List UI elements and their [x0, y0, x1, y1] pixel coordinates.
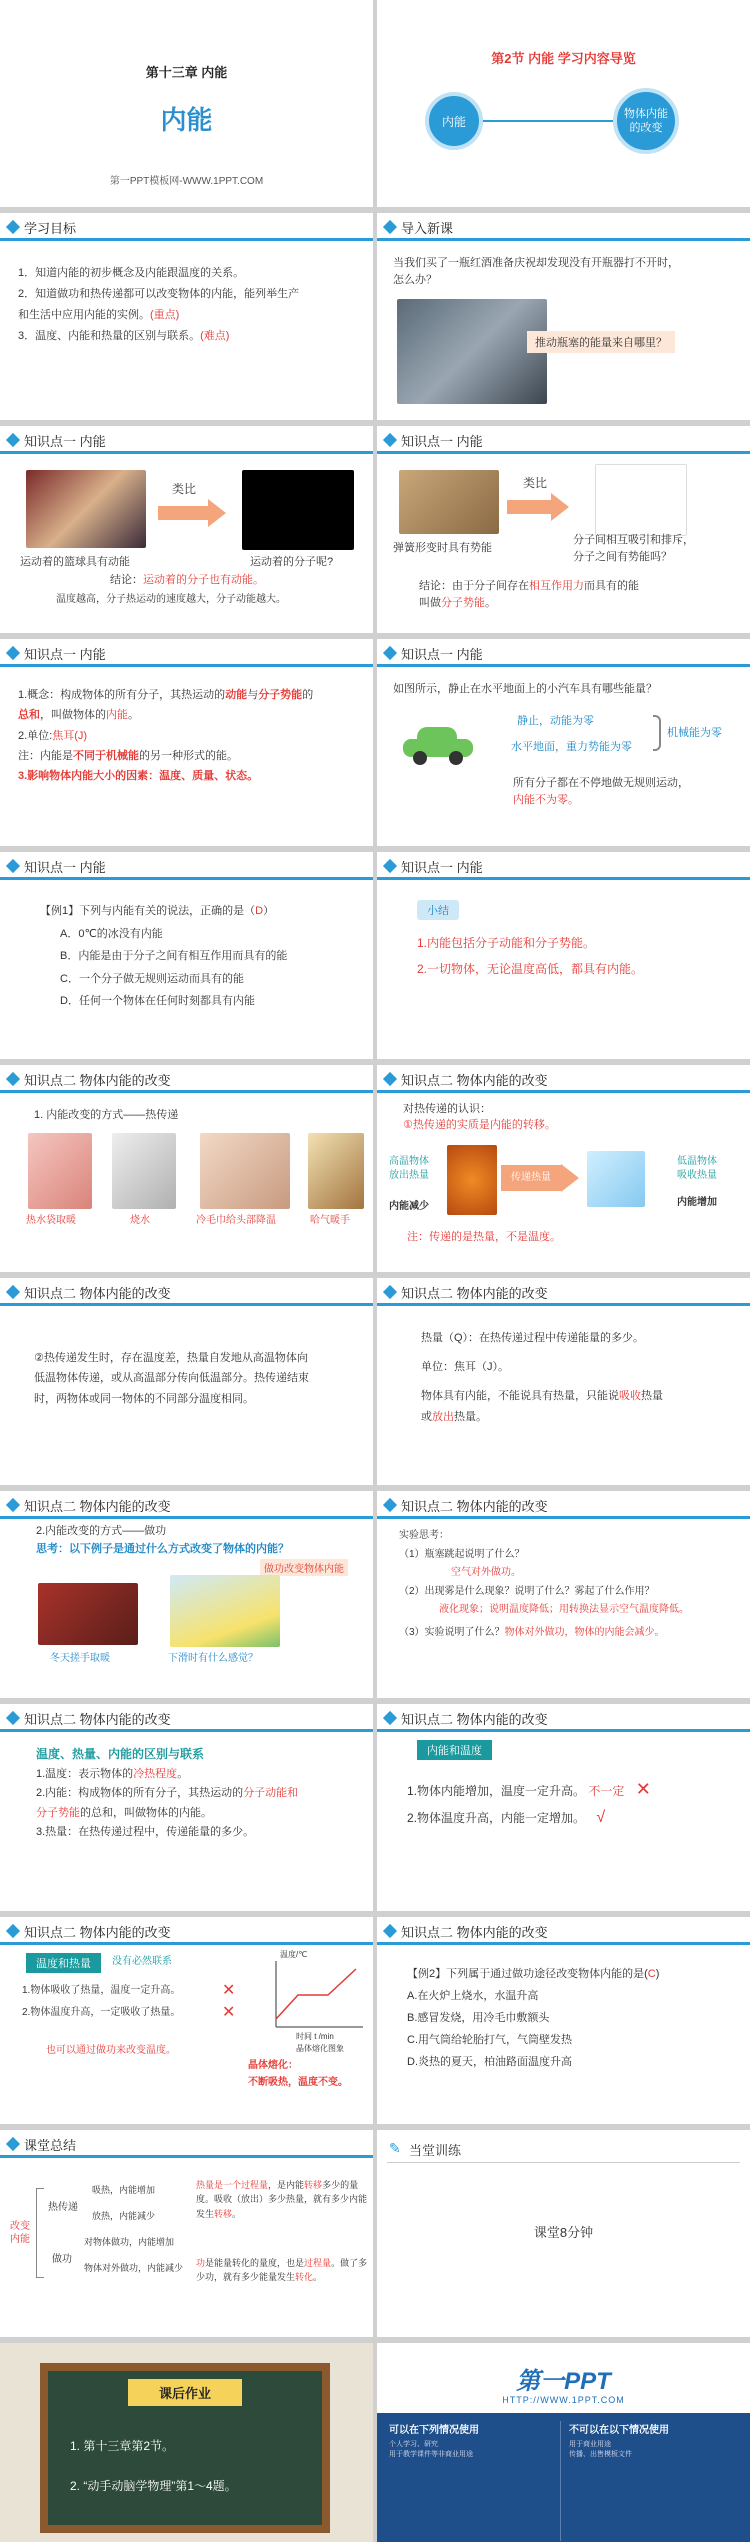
slide-intro[interactable] [377, 213, 750, 420]
slide-header [377, 1917, 750, 1945]
right-label: 低温物体 吸收热量 [677, 1156, 717, 1181]
slide-header [0, 639, 373, 667]
homework-title: 课后作业 [128, 2379, 242, 2406]
statement-1: 1.物体内能增加，温度一定升高。 不一定 ✕ [407, 1779, 651, 1799]
slide-credits[interactable] [377, 2343, 750, 2542]
heat-arrow: 传递热量 [501, 1165, 561, 1191]
analogy-arrow [158, 506, 210, 520]
header-title: 知识点二 物体内能的改变 [401, 1712, 548, 1727]
slide-header [0, 2130, 373, 2158]
branch-2b: 物体对外做功，内能减少 [84, 2263, 184, 2273]
slide-summary1[interactable] [377, 852, 750, 1059]
header-title: 知识点二 物体内能的改变 [401, 1925, 548, 1940]
circle-neineng[interactable] [425, 92, 483, 150]
left-item-2: 用于教学课件等非商业用途 [389, 2451, 473, 2458]
circle-label-1: 内能 [441, 114, 466, 129]
rubbing-hands-image [38, 1583, 138, 1645]
topic-tag: 内能和温度 [417, 1740, 492, 1760]
heater-image [447, 1145, 497, 1215]
slide-heat-transfer[interactable] [0, 1065, 373, 1272]
slide-title[interactable] [0, 0, 373, 207]
branch-1b: 放热，内能减少 [92, 2211, 156, 2221]
heat-arrowhead [561, 1164, 579, 1192]
boiling-water-image [112, 1133, 176, 1209]
answer-2: 水平地面，重力势能为零 [511, 741, 632, 753]
melting-graph [268, 1957, 368, 2037]
breath-hands-image [308, 1133, 364, 1209]
header-title: 知识点二 物体内能的改变 [24, 1499, 171, 1514]
logo-url: HTTP://WWW.1PPT.COM [502, 2395, 625, 2405]
paragraph: ②热传递发生时，存在温度差，热量自发地从高温物体向 低温物体传递，或从高温部分传向低温部分。热传递结束 时，两物体或同一物体的不同部分温度相同。 [34, 1352, 309, 1405]
slide-potential[interactable] [377, 426, 750, 633]
diamond-icon [6, 433, 20, 447]
definition-text: 1.概念：构成物体的所有分子，其热运动的动能与分子势能的 总和，叫做物体的内能。 2.单位:焦耳(J) 注：内能是不同于机械能的另一种形式的能。 3.影响物体内能大小的因素：温度、质量、状态。 [18, 689, 314, 783]
slide-header [377, 426, 750, 454]
slide-header [0, 852, 373, 880]
slide-header [0, 1065, 373, 1093]
slide-difference[interactable] [0, 1704, 373, 1911]
slide-example1[interactable] [0, 852, 373, 1059]
header-title: 学习目标 [24, 221, 77, 236]
caption-2: 下滑时有什么感觉？ [168, 1653, 258, 1664]
diamond-icon [383, 1285, 397, 1299]
diamond-icon [383, 646, 397, 660]
statement-2: 2.物体温度升高，内能一定增加。 √ [407, 1809, 606, 1826]
slide-image [170, 1575, 280, 1647]
slide-heat-process[interactable] [0, 1278, 373, 1485]
slide-header [0, 1917, 373, 1945]
slide-definition[interactable] [0, 639, 373, 846]
header-title: 知识点一 内能 [401, 434, 483, 449]
line-2: ①热传递的实质是内能的转移。 [403, 1119, 556, 1131]
basketball-image [26, 470, 146, 548]
note: 温度越高，分子热运动的速度越大，分子动能越大。 [56, 594, 286, 605]
slide-practice[interactable] [377, 2130, 750, 2337]
answer-4: 所有分子都在不停地做无规则运动， 内能不为零。 [513, 777, 689, 807]
diamond-icon [383, 220, 397, 234]
topic-tag: 温度和热量 [26, 1953, 101, 1973]
homework-2: 2. “动手动脑学物理”第1～4题。 [70, 2479, 237, 2493]
question: 如图所示，静止在水平地面上的小汽车具有哪些能量？ [393, 683, 657, 695]
summary-2: 2.一切物体，无论温度高低，都具有内能。 [417, 962, 644, 976]
diamond-icon [6, 1285, 20, 1299]
slide-overview[interactable] [377, 0, 750, 207]
slide-car[interactable] [377, 639, 750, 846]
circle-label-2a: 物体内能 [624, 107, 668, 120]
slide-header [377, 852, 750, 880]
left-label: 高温物体 放出热量 [389, 1156, 429, 1181]
diamond-icon [6, 859, 20, 873]
note: 注：传递的是热量，不是温度。 [407, 1231, 561, 1243]
slide-header [377, 1065, 750, 1093]
brace-icon [653, 715, 661, 751]
mindmap-brace [36, 2188, 44, 2278]
analogy-label: 类比 [523, 476, 548, 490]
molecules-image [595, 464, 687, 536]
analogy-arrowhead [551, 493, 569, 521]
header-title: 知识点二 物体内能的改变 [24, 1712, 171, 1727]
diamond-icon [6, 220, 20, 234]
circle-label-2b: 的改变 [629, 122, 663, 134]
caption-2: 运动着的分子呢? [250, 556, 334, 568]
slide-header [377, 1278, 750, 1306]
note: 也可以通过做功来改变温度。 [46, 2045, 176, 2056]
caption-2: 分子间相互吸引和排斥， 分子之间有势能吗？ [573, 534, 694, 564]
left-heading: 可以在下列情况使用 [389, 2425, 479, 2436]
practice-text: 课堂8分钟 [533, 2225, 594, 2240]
slide-header [0, 1704, 373, 1732]
section-title: 第2节 内能 学习内容导览 [491, 51, 636, 66]
statement-2: 2.物体温度升高，一定吸收了热量。 [22, 2007, 181, 2018]
check-icon: √ [596, 1809, 606, 1826]
summary-1: 1.内能包括分子动能和分子势能。 [417, 936, 596, 950]
slide-heat-essence[interactable] [377, 1065, 750, 1272]
graph-ylabel: 温度/℃ [280, 1950, 308, 1959]
branch-2a: 对物体做功，内能增加 [84, 2237, 175, 2247]
analogy-arrowhead [208, 499, 226, 527]
left-item-1: 个人学习、研究 [389, 2441, 438, 2448]
header-title: 知识点二 物体内能的改变 [24, 1073, 171, 1088]
callout-box: 推动瓶塞的能量来自哪里？ [527, 331, 675, 353]
topic-note: 没有必然联系 [112, 1956, 172, 1967]
diamond-icon [6, 1711, 20, 1725]
summary-heat: 热量是一个过程量，是内能转移多少的量度。吸收（放出）多少热量，就有多少内能发生转移。 [196, 2180, 368, 2219]
quantity-text: 热量（Q）：在热传递过程中传递能量的多少。 单位：焦耳（J）。 物体具有内能，不能说具有热量，只能说吸收热量 或放出热量。 [421, 1332, 663, 1423]
caption-1: 运动着的篮球具有动能 [20, 556, 130, 568]
diamond-icon [383, 433, 397, 447]
header-title: 知识点一 内能 [24, 647, 106, 662]
diamond-icon [6, 1072, 20, 1086]
caption-1: 热水袋取暖 [26, 1215, 76, 1226]
difference-text: 温度、热量、内能的区别与联系 1.温度：表示物体的冷热程度。 2.内能：构成物体的所有分子，其热运动的分子动能和 分子势能的总和，叫做物体的内能。 3.热量：在热传递过程中，传递能量的多少。 [36, 1747, 299, 1838]
slide-header [0, 1278, 373, 1306]
subheading: 1. 内能改变的方式——热传递 [34, 1109, 179, 1121]
slide-work[interactable] [0, 1491, 373, 1698]
header-title: 知识点二 物体内能的改变 [24, 1286, 171, 1301]
header-title: 课堂总结 [24, 2138, 77, 2153]
diamond-icon [6, 1498, 20, 1512]
slide-kinetic[interactable] [0, 426, 373, 633]
conclusion: 结论：运动着的分子也有动能。 [110, 574, 264, 586]
slide-header [377, 639, 750, 667]
graph-caption: 晶体熔化图象 [296, 2044, 344, 2053]
divider [560, 2421, 561, 2541]
right-item-2: 传播、出售模板文件 [569, 2451, 632, 2458]
header-title: 知识点二 物体内能的改变 [401, 1286, 548, 1301]
question: 思考：以下例子是通过什么方式改变了物体的内能？ [36, 1543, 289, 1555]
analogy-label: 类比 [172, 482, 197, 496]
header-title: 知识点一 内能 [24, 434, 106, 449]
mindmap-root: 改变 内能 [10, 2221, 30, 2245]
conclusion: 结论：由于分子间存在相互作用力而具有的能 叫做分子势能。 [419, 580, 639, 610]
slide-header [0, 213, 373, 241]
experiment-text: 实验思考： （1）瓶塞跳起说明了什么？ 空气对外做功。 （2）出现雾是什么现象？说明了什么？雾起了什么作用？ 液化现象；说明温度降低；用转换法显示空气温度降低。 （3）实验说明了什么？物体对外做功，物体的内能会减少。 [399, 1530, 689, 1638]
slide-temp-internal[interactable] [377, 1704, 750, 1911]
slide-header [0, 1491, 373, 1519]
ice-image [587, 1151, 645, 1207]
terms-panel [377, 2413, 750, 2542]
analogy-arrow [507, 500, 553, 514]
homework-1: 1. 第十三章第2节。 [70, 2439, 175, 2453]
header-title: 导入新课 [401, 221, 454, 236]
left-label-3: 内能减少 [389, 1201, 429, 1212]
slide-temp-heat[interactable] [0, 1917, 373, 2124]
goal-1: 1．知道内能的初步概念及内能跟温度的关系。 [18, 267, 245, 279]
header-title: 知识点二 物体内能的改变 [24, 1925, 171, 1940]
header-title: 知识点二 物体内能的改变 [401, 1499, 548, 1514]
diamond-icon [383, 1924, 397, 1938]
right-label-3: 内能增加 [677, 1197, 717, 1208]
subheading: 2.内能改变的方式——做功 [36, 1525, 167, 1537]
header-title: 知识点二 物体内能的改变 [401, 1073, 548, 1088]
goal-3: 3．温度、内能和热量的区别与联系。(难点) [18, 329, 230, 342]
goal-2b: 和生活中应用内能的实例。(重点) [18, 308, 180, 321]
diamond-icon [383, 1072, 397, 1086]
answer-box: 做功改变物体内能 [260, 1559, 348, 1576]
slide-experiment[interactable] [377, 1491, 750, 1698]
right-item-1: 用于商业用途 [569, 2441, 611, 2448]
chapter-label: 第十三章 内能 [145, 65, 228, 80]
header-line [387, 2162, 740, 2163]
summary-tag: 小结 [417, 900, 459, 920]
slide-heat-quantity[interactable] [377, 1278, 750, 1485]
diamond-icon [6, 646, 20, 660]
slide-header [0, 426, 373, 454]
diamond-icon [6, 1924, 20, 1938]
crystal-note: 晶体熔化： 不断吸热，温度不变。 [248, 2060, 348, 2088]
right-heading: 不可以在以下情况使用 [569, 2425, 669, 2436]
slide-homework[interactable] [0, 2343, 373, 2542]
diamond-icon [383, 1498, 397, 1512]
slide-example2[interactable] [377, 1917, 750, 2124]
footer-text: 第一PPT模板网-WWW.1PPT.COM [109, 176, 264, 187]
wine-bottle-image [397, 299, 547, 404]
chalkboard [40, 2363, 330, 2533]
answer-3: 机械能为零 [667, 727, 722, 739]
caption-1: 弹簧形变时具有势能 [393, 542, 492, 554]
circle-change[interactable] [613, 88, 679, 154]
answer-1: 静止，动能为零 [517, 715, 594, 727]
page-title: 内能 [160, 105, 213, 135]
slide-header [377, 1704, 750, 1732]
intro-question: 当我们买了一瓶红酒准备庆祝却发现没有开瓶器打不开时， 怎么办？ [393, 257, 679, 287]
diamond-icon [6, 2137, 20, 2151]
slide-summary[interactable] [0, 2130, 373, 2337]
caption-1: 冬天搓手取暖 [50, 1653, 110, 1664]
summary-work: 功是能量转化的量度，也是过程量。做了多少功，就有多少能量发生转化。 [196, 2258, 368, 2283]
statement-1: 1.物体吸收了热量，温度一定升高。 [22, 1985, 181, 1996]
cross-icon: ✕ [635, 1779, 651, 1799]
graph-xlabel: 时间 t /min [296, 2032, 334, 2041]
header-title: 知识点一 内能 [401, 647, 483, 662]
goals-list [18, 263, 363, 347]
header-title: 当堂训练 [409, 2143, 462, 2158]
cross-icon-1: ✕ [222, 1982, 236, 1999]
caption-3: 冷毛巾给头部降温 [196, 1215, 276, 1226]
slide-header [377, 1491, 750, 1519]
goal-2a: 2．知道做功和热传递都可以改变物体的内能，能列举生产 [18, 287, 300, 300]
example-question: 【例2】下列属于通过做功途径改变物体内能的是(C) A.在火炉上烧水，水温升高 B.感冒发烧，用冷毛巾敷额头 C.用气筒给轮胎打气，气筒壁发热 D.炎热的夏天，柏油路面温度升高 [407, 1968, 660, 2068]
hot-water-bag-image [28, 1133, 92, 1209]
spring-hand-image [399, 470, 499, 534]
car-icon [403, 727, 473, 763]
molecules-image [242, 470, 354, 550]
cold-towel-image [200, 1133, 290, 1209]
branch-1a: 吸热，内能增加 [92, 2185, 156, 2195]
slide-header [377, 213, 750, 241]
logo: 第一PPT [516, 2368, 611, 2395]
caption-4: 哈气暖手 [310, 1215, 350, 1226]
example-question: 【例1】下列与内能有关的说法，正确的是（D） A．0℃的冰没有内能 B．内能是由于分子之间有相互作用而具有的能 C．一个分子做无规则运动而具有的能 D．任何一个物体在任何时刻都具有内能 [40, 905, 288, 1008]
cross-icon-2: ✕ [222, 2004, 236, 2021]
diamond-icon [383, 1711, 397, 1725]
pencil-icon: ✎ [389, 2140, 401, 2156]
branch-2: 做功 [52, 2254, 72, 2265]
branch-1: 热传递 [48, 2202, 78, 2213]
diamond-icon [383, 859, 397, 873]
header-title: 知识点一 内能 [24, 860, 106, 875]
slide-goals[interactable] [0, 213, 373, 420]
caption-2: 烧水 [130, 1215, 150, 1226]
line-1: 对热传递的认识： [403, 1103, 491, 1115]
header-title: 知识点一 内能 [401, 860, 483, 875]
